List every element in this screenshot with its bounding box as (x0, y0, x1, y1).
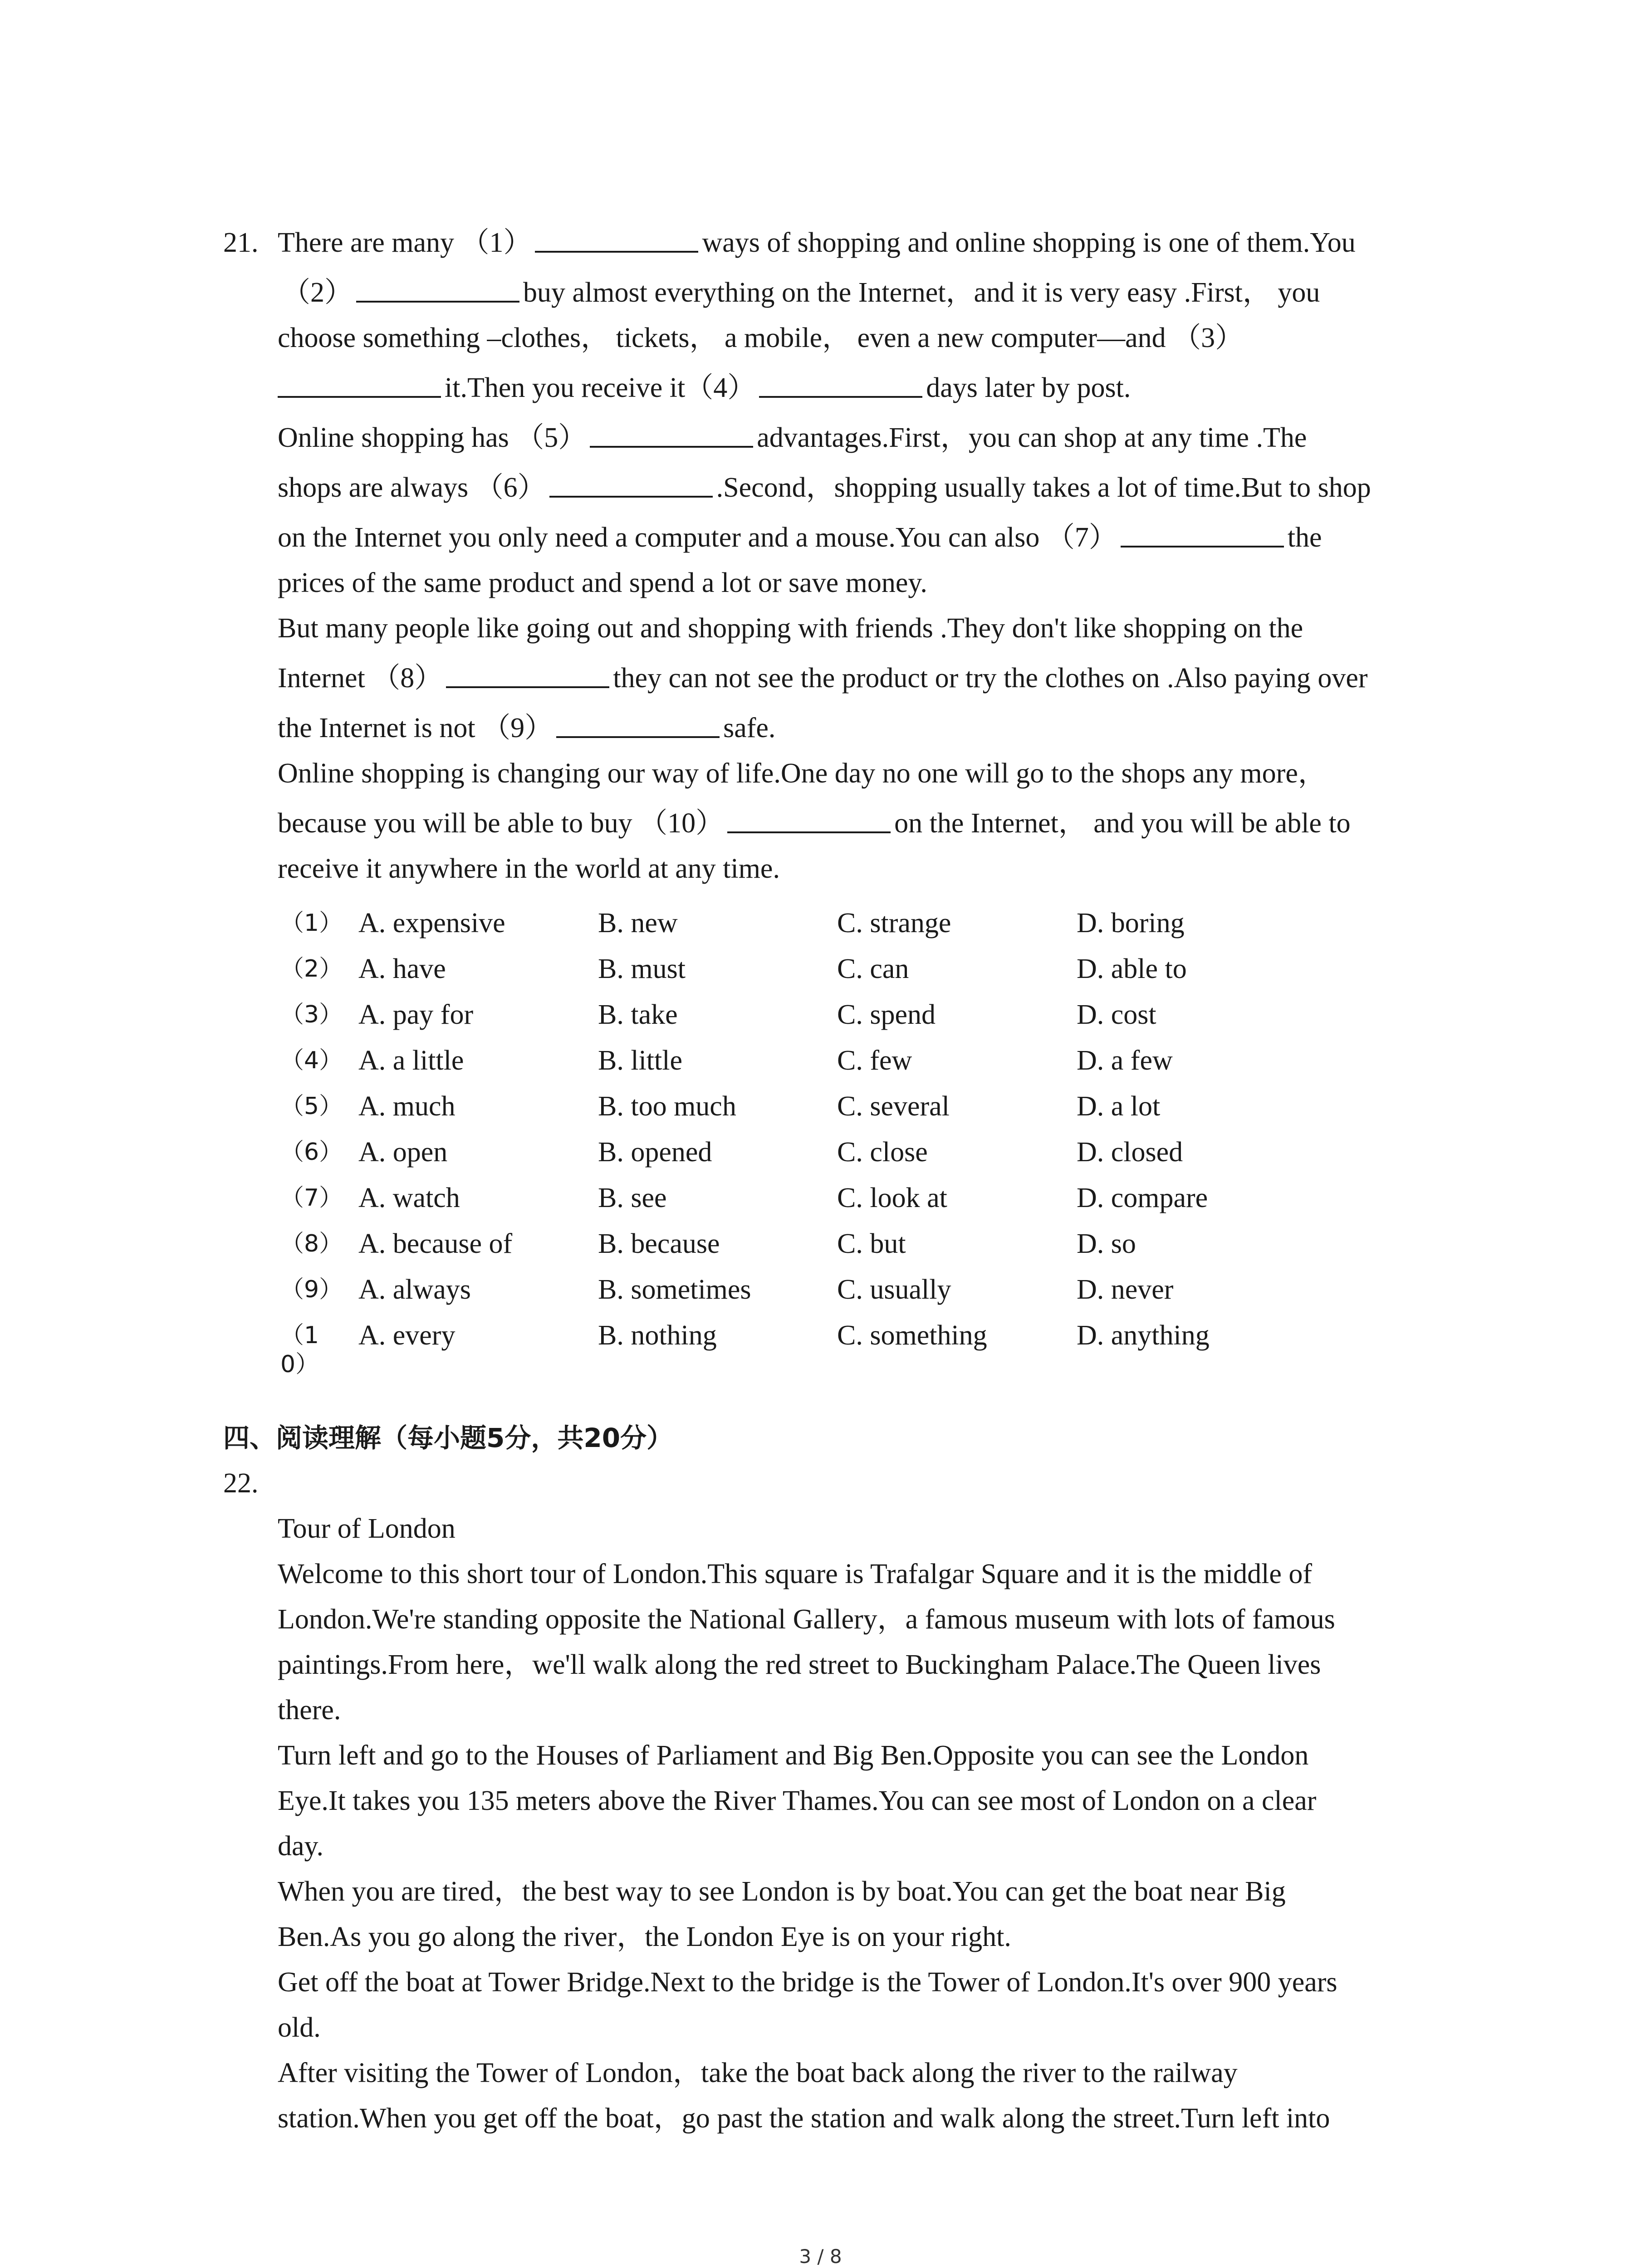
option-8-c[interactable]: C. but (837, 1228, 906, 1259)
q22-line-3: paintings.From here，we'll walk along the red street to Buckingham Palace.The Queen lives (278, 1649, 1321, 1680)
option-2-b[interactable]: B. must (598, 953, 686, 984)
option-3-d[interactable]: D. cost (1077, 999, 1156, 1030)
q22-line-10: Get off the boat at Tower Bridge.Next to the bridge is the Tower of London.It's over 900 years (278, 1967, 1337, 1998)
q22-line-12: After visiting the Tower of London，take the boat back along the river to the railway (278, 2058, 1238, 2088)
option-4-d[interactable]: D. a few (1077, 1045, 1173, 1076)
question-number-21: 21. (223, 227, 259, 258)
q21-line-10: Internet （8） they can not see the product or try the clothes on .Also paying over (278, 655, 1368, 701)
option-7-a[interactable]: A. watch (358, 1183, 460, 1213)
option-7-c[interactable]: C. look at (837, 1183, 947, 1213)
option-3-a[interactable]: A. pay for (358, 999, 474, 1030)
option-5-c[interactable]: C. several (837, 1091, 950, 1122)
option-9-c[interactable]: C. usually (837, 1274, 951, 1305)
q21-line-5: Online shopping has （5） advantages.First，you can shop at any time .The (278, 415, 1307, 460)
q21-line-12: Online shopping is changing our way of life.One day no one will go to the shops any more， (278, 758, 1326, 789)
option-3-c[interactable]: C. spend (837, 999, 936, 1030)
option-7-b[interactable]: B. see (598, 1183, 667, 1213)
option-5-d[interactable]: D. a lot (1077, 1091, 1161, 1122)
blank-7 (1121, 519, 1284, 547)
option-6-b[interactable]: B. opened (598, 1137, 712, 1168)
q21-line-11: the Internet is not （9） safe. (278, 705, 775, 751)
q22-line-1: Welcome to this short tour of London.This square is Trafalgar Square and it is the middle of (278, 1559, 1313, 1589)
option-8-b[interactable]: B. because (598, 1228, 720, 1259)
option-4-a[interactable]: A. a little (358, 1045, 464, 1076)
q22-line-6: Eye.It takes you 135 meters above the River Thames.You can see most of London on a clear (278, 1785, 1317, 1816)
q21-line-8: prices of the same product and spend a lot or save money. (278, 567, 927, 598)
option-7-d[interactable]: D. compare (1077, 1183, 1208, 1213)
section-heading: 四、阅读理解（每小题5分，共20分） (223, 1422, 673, 1453)
exam-page: 21. There are many （1） ways of shopping and online shopping is one of them.You （2） buy almost everything on the Internet，and it is very easy .First， you choose something –clothes， tickets， a mobile， even a new computer—and （3） it.Then you receive it（4） days later by post. Online shopping has （5） advantages.First，you can shop at any time .The shops are always （6） .Second，shopping usually takes a lot of time.But to shop on the Internet you only need a computer and a mouse.You can also （7） the prices of the same product and spend a lot or save money. But many people like going out and shopping with friends .They don't like shopping on the Internet （8） they can not see the product or try the clothes on .Also paying over the Internet is not （9） safe. Online shopping is changing our way of life.One day no one will go to the shops any more， because you will be able to buy （10） on the Internet， and you will be able to receive it anywhere in the world at any time. （1） A. expensive B. new C. strange D. boring （2） A. have B. must C. can D. able to （3） A. pay for B. take C. spend D. cost （4） A. a little B. little C. few D. a few （5） A. much B. too much C. several D. a lot （6） A. open B. opened C. close D. closed （7） A. watch B. see C. look at D. compare （8） A. because of B. because C. but D. so （9） A. always B. sometimes C. usually D. never （1 0） A. every B. nothing C. something D. anything 四、阅读理解（每小题5分，共20分） 22. Tour of London Welcome to this short tour of London.This square is Trafalgar Square and it is the middle of London.We're standing opposite the National Gallery，a famous museum with lots of famous paintings.From here，we'll walk along the red street to Buckingham Palace.The Queen lives there. Turn left and go to the Houses of Parliament and Big Ben.Opposite you can see the London Eye.It takes you 135 meters above the River Thames.You can see most of London on a clear day. When you are tired，the best way to see London is by boat.You can get the boat near Big Ben.As you go along the river，the London Eye is on your right. Get off the boat at Tower Bridge.Next to the bridge is the Tower of London.It's over 900 years old. After visiting the Tower of London，take the boat back along the river to the railway station.When you get off the boat，go past the station and walk along the street.Turn left into 3 / 8 (0, 0, 1641, 2268)
q22-line-8: When you are tired，the best way to see London is by boat.You can get the boat near Big (278, 1876, 1286, 1907)
q22-line-4: there. (278, 1695, 341, 1725)
q21-line-14: receive it anywhere in the world at any time. (278, 853, 780, 884)
option-8-d[interactable]: D. so (1077, 1228, 1136, 1259)
q21-line-9: But many people like going out and shopping with friends .They don't like shopping on the (278, 613, 1303, 644)
blank-4 (759, 370, 922, 398)
passage-title: Tour of London (278, 1513, 456, 1544)
q22-line-11: old. (278, 2012, 321, 2043)
blank-9 (556, 710, 720, 738)
blank-5 (590, 420, 753, 448)
blank-8 (446, 660, 609, 688)
q21-line-13: because you will be able to buy （10） on the Internet， and you will be able to (278, 801, 1351, 846)
option-6-c[interactable]: C. close (837, 1137, 928, 1168)
option-10-a[interactable]: A. every (358, 1320, 456, 1351)
option-8-a[interactable]: A. because of (358, 1228, 513, 1259)
page-number: 3 / 8 (799, 2245, 842, 2268)
option-2-c[interactable]: C. can (837, 953, 909, 984)
option-5-a[interactable]: A. much (358, 1091, 456, 1122)
option-5-b[interactable]: B. too much (598, 1091, 736, 1122)
option-4-b[interactable]: B. little (598, 1045, 682, 1076)
option-6-a[interactable]: A. open (358, 1137, 448, 1168)
q21-line-2: （2） buy almost everything on the Internet，and it is very easy .First， you (282, 270, 1320, 315)
option-10-d[interactable]: D. anything (1077, 1320, 1210, 1351)
option-9-d[interactable]: D. never (1077, 1274, 1174, 1305)
q22-line-5: Turn left and go to the Houses of Parliament and Big Ben.Opposite you can see the London (278, 1740, 1309, 1771)
blank-10 (727, 805, 891, 833)
option-10-number: （1 0） (280, 1322, 319, 1378)
blank-1 (535, 225, 698, 253)
blank-2 (356, 274, 519, 303)
option-1-c[interactable]: C. strange (837, 908, 951, 938)
q21-line-4: it.Then you receive it（4） days later by post. (278, 365, 1131, 411)
option-1-a[interactable]: A. expensive (358, 908, 505, 938)
q21-line-7: on the Internet you only need a computer and a mouse.You can also （7） the (278, 515, 1322, 560)
option-3-b[interactable]: B. take (598, 999, 678, 1030)
q21-line-6: shops are always （6） .Second，shopping usually takes a lot of time.But to shop (278, 465, 1371, 510)
option-4-c[interactable]: C. few (837, 1045, 912, 1076)
option-2-d[interactable]: D. able to (1077, 953, 1187, 984)
q22-line-13: station.When you get off the boat，go past the station and walk along the street.Turn left into (278, 2103, 1330, 2134)
option-6-d[interactable]: D. closed (1077, 1137, 1183, 1168)
q22-line-7: day. (278, 1831, 323, 1862)
blank-6 (549, 469, 713, 498)
q21-line-3: choose something –clothes， tickets， a mobile， even a new computer—and （3） (278, 323, 1244, 353)
option-9-b[interactable]: B. sometimes (598, 1274, 751, 1305)
option-10-c[interactable]: C. something (837, 1320, 987, 1351)
q22-line-2: London.We're standing opposite the National Gallery，a famous museum with lots of famous (278, 1604, 1335, 1635)
option-1-d[interactable]: D. boring (1077, 908, 1185, 938)
blank-3 (278, 370, 441, 398)
option-10-b[interactable]: B. nothing (598, 1320, 717, 1351)
question-number-22: 22. (223, 1468, 259, 1499)
q21-line-1: There are many （1） ways of shopping and online shopping is one of them.You (278, 220, 1356, 265)
q22-line-9: Ben.As you go along the river，the London Eye is on your right. (278, 1921, 1011, 1952)
option-9-a[interactable]: A. always (358, 1274, 471, 1305)
option-2-a[interactable]: A. have (358, 953, 446, 984)
option-1-b[interactable]: B. new (598, 908, 678, 938)
